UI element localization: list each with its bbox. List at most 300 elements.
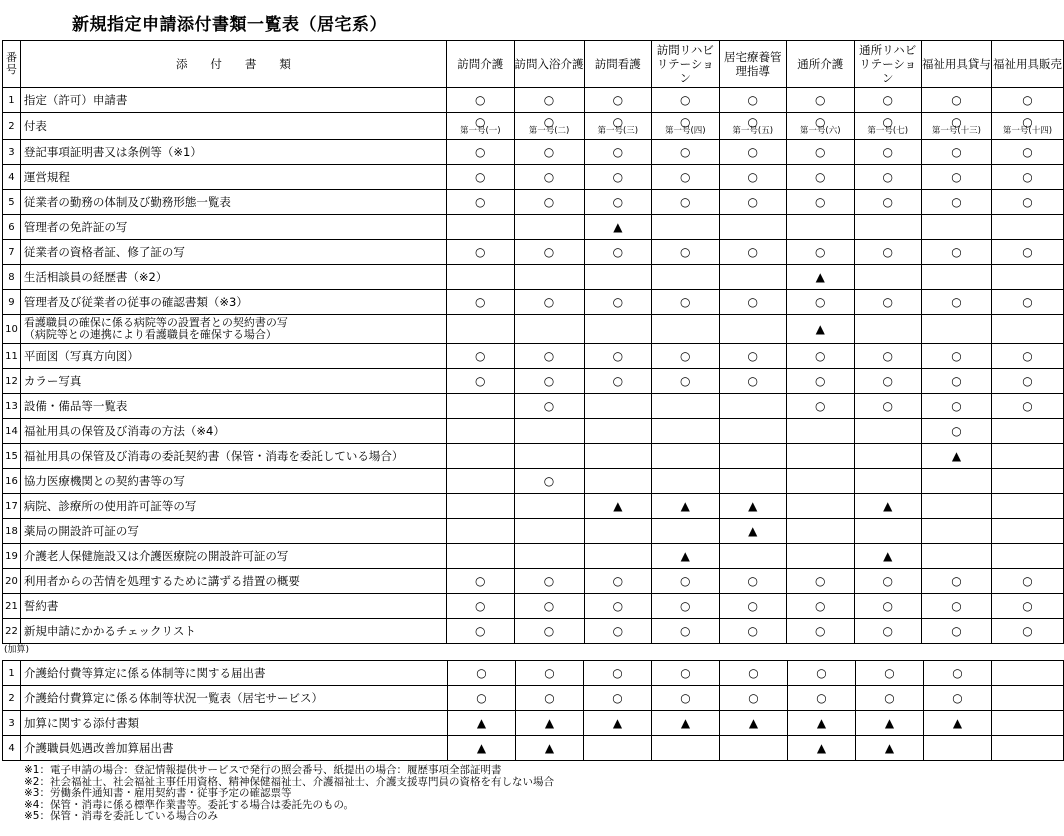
form-number: 第一号(一) [459, 126, 501, 136]
mark-cell: ○ [854, 165, 921, 190]
document-name: 指定（許可）申請書 [20, 88, 446, 113]
mark-cell: ○ [446, 88, 514, 113]
table-row [3, 736, 1064, 761]
mark-cell: ○ [921, 419, 991, 444]
document-name: カラー写真 [20, 369, 446, 394]
mark-cell [991, 419, 1063, 444]
mark-cell: ○ [786, 190, 854, 215]
form-number: 第一号(二) [528, 126, 570, 136]
footnote: ※3：労働条件通知書・雇用契約書・従事予定の確認票等 [24, 787, 292, 799]
row-number: 12 [3, 369, 21, 394]
mark-cell [514, 444, 584, 469]
row-number: 4 [3, 736, 21, 761]
mark-cell: ○ [652, 619, 719, 644]
mark-cell: ○ [652, 190, 719, 215]
mark-cell: ○ [854, 290, 921, 315]
mark-cell: ▲ [584, 711, 652, 736]
row-number: 3 [3, 140, 21, 165]
header-service: 通所リハビリテーション [854, 41, 921, 88]
mark-cell: ○ [448, 686, 516, 711]
mark-cell: ○ [446, 619, 514, 644]
document-name: 福祉用具の保管及び消毒の方法（※4） [20, 419, 446, 444]
mark-cell: ▲ [516, 736, 584, 761]
row-number: 9 [3, 290, 21, 315]
mark-cell: ○ [514, 290, 584, 315]
mark-cell [719, 265, 786, 290]
mark-cell: ○ [719, 190, 786, 215]
row-number: 3 [3, 711, 21, 736]
mark-cell: ○ [652, 290, 719, 315]
document-name: 介護老人保健施設又は介護医療院の開設許可証の写 [20, 544, 446, 569]
mark-cell [584, 544, 652, 569]
mark-cell [786, 215, 854, 240]
mark-cell: ○ [921, 165, 991, 190]
mark-cell [584, 265, 652, 290]
mark-cell: ○ [921, 569, 991, 594]
mark-cell: ○ [991, 140, 1063, 165]
kasan-table [2, 660, 1064, 761]
mark: ○ [747, 115, 758, 129]
mark-cell [719, 469, 786, 494]
mark-cell: ○ [788, 686, 856, 711]
mark-cell [514, 519, 584, 544]
mark-cell [652, 419, 719, 444]
mark-cell: ▲ [652, 711, 720, 736]
mark-cell [719, 315, 786, 344]
mark-cell: ○ [786, 140, 854, 165]
document-name: 利用者からの苦情を処理するために講ずる措置の概要 [20, 569, 446, 594]
row-number: 22 [3, 619, 21, 644]
mark-cell: ○ [446, 190, 514, 215]
mark-cell [921, 494, 991, 519]
mark-cell [786, 419, 854, 444]
document-name: 福祉用具の保管及び消毒の委託契約書（保管・消毒を委託している場合） [20, 444, 446, 469]
mark-cell: ○ [921, 594, 991, 619]
mark: ○ [1022, 115, 1033, 129]
mark-cell [921, 315, 991, 344]
mark-cell: ○ [652, 661, 720, 686]
row-number: 19 [3, 544, 21, 569]
mark-cell: ○ [584, 290, 652, 315]
mark-cell [991, 113, 1063, 140]
mark-cell [786, 469, 854, 494]
mark-cell: ○ [991, 290, 1063, 315]
mark-cell [652, 469, 719, 494]
mark-cell: ○ [652, 686, 720, 711]
mark-cell [786, 494, 854, 519]
mark-cell: ○ [584, 88, 652, 113]
mark: ○ [680, 115, 691, 129]
mark-cell: ○ [921, 88, 991, 113]
mark-cell: ○ [719, 240, 786, 265]
footnotes [24, 765, 554, 823]
mark-cell [719, 444, 786, 469]
table-row [3, 290, 1064, 315]
header-no: 番号 [3, 41, 21, 88]
mark-cell [446, 469, 514, 494]
mark-cell: ○ [921, 394, 991, 419]
table-row [3, 594, 1064, 619]
mark-cell: ○ [786, 165, 854, 190]
mark-cell: ○ [854, 369, 921, 394]
mark-cell [924, 736, 992, 761]
document-name-line: （病院等との連携により看護職員を確保する場合） [23, 328, 277, 341]
mark-cell: ○ [719, 88, 786, 113]
table-row [3, 419, 1064, 444]
header-doc: 添 付 書 類 [20, 41, 446, 88]
row-number: 1 [3, 88, 21, 113]
row-number: 2 [3, 686, 21, 711]
mark-cell: ○ [446, 569, 514, 594]
row-number: 21 [3, 594, 21, 619]
mark-cell [652, 265, 719, 290]
mark-cell: ○ [921, 344, 991, 369]
mark: ○ [882, 115, 893, 129]
mark-cell: ○ [854, 619, 921, 644]
mark-cell: ○ [652, 569, 719, 594]
mark-cell [514, 113, 584, 140]
table-row [3, 394, 1064, 419]
document-name: 運営規程 [20, 165, 446, 190]
row-number: 15 [3, 444, 21, 469]
mark-cell [992, 686, 1064, 711]
header-service: 訪問入浴介護 [514, 41, 584, 88]
table-row [3, 265, 1064, 290]
mark-cell: ○ [786, 569, 854, 594]
table-row [3, 369, 1064, 394]
mark-cell: ○ [719, 619, 786, 644]
mark-cell: ○ [991, 165, 1063, 190]
row-number: 2 [3, 113, 21, 140]
mark-cell [514, 265, 584, 290]
mark-cell: ▲ [854, 544, 921, 569]
table-row [3, 469, 1064, 494]
footnote: ※2：社会福祉士、社会福祉主事任用資格、精神保健福祉士、介護福祉士、介護支援専門員の資格を有しない場合 [24, 775, 554, 788]
mark-cell: ○ [856, 661, 924, 686]
mark-cell: ▲ [652, 544, 719, 569]
mark-cell: ○ [786, 369, 854, 394]
mark-cell: ▲ [720, 711, 788, 736]
mark-cell: ○ [921, 140, 991, 165]
mark-cell [446, 215, 514, 240]
mark-cell: ○ [584, 190, 652, 215]
documents-table [2, 40, 1064, 644]
mark-cell: ○ [514, 569, 584, 594]
document-name: 協力医療機関との契約書等の写 [20, 469, 446, 494]
mark-cell [991, 265, 1063, 290]
mark-cell: ○ [854, 140, 921, 165]
mark-cell [514, 419, 584, 444]
mark-cell [446, 444, 514, 469]
mark-cell: ▲ [856, 736, 924, 761]
footnote: ※4：保管・消毒に係る標準作業書等。委託する場合は委託先のもの。 [24, 798, 355, 811]
form-number: 第一号(三) [597, 126, 639, 136]
mark-cell: ○ [584, 240, 652, 265]
table-row [3, 619, 1064, 644]
mark-cell: ○ [584, 594, 652, 619]
document-name: 生活相談員の経歴書（※2） [20, 265, 446, 290]
mark-cell: ○ [446, 594, 514, 619]
mark-cell [854, 469, 921, 494]
header-service: 訪問リハビリテーション [652, 41, 719, 88]
document-name: 新規申請にかかるチェックリスト [20, 619, 446, 644]
mark-cell [446, 494, 514, 519]
document-name: 介護給付費等算定に係る体制等に関する届出書 [21, 661, 448, 686]
mark-cell: ○ [446, 240, 514, 265]
table-row [3, 240, 1064, 265]
mark-cell: ○ [446, 165, 514, 190]
mark-cell: ○ [719, 344, 786, 369]
header-service: 訪問介護 [446, 41, 514, 88]
mark-cell: ○ [516, 661, 584, 686]
page-title: 新規指定申請添付書類一覧表（居宅系） [72, 15, 387, 35]
row-number: 18 [3, 519, 21, 544]
header-service: 福祉用具貸与 [921, 41, 991, 88]
form-number: 第一号(七) [867, 126, 909, 136]
document-name: 病院、診療所の使用許可証等の写 [20, 494, 446, 519]
table-header-row [3, 41, 1064, 88]
mark-cell [991, 315, 1063, 344]
table-row [3, 544, 1064, 569]
mark-cell: ○ [786, 88, 854, 113]
mark-cell: ○ [584, 569, 652, 594]
document-name: 付表 [20, 113, 446, 140]
mark-cell [652, 394, 719, 419]
mark-cell: ○ [719, 290, 786, 315]
table-row [3, 315, 1064, 344]
mark-cell: ○ [514, 140, 584, 165]
header-service: 訪問看護 [584, 41, 652, 88]
mark-cell: ○ [921, 619, 991, 644]
footnote: ※1：電子申請の場合：登記情報提供サービスで発行の照会番号、紙提出の場合：履歴事項全部証明書 [24, 764, 502, 776]
header-service: 居宅療養管理指導 [719, 41, 786, 88]
mark-cell: ▲ [924, 711, 992, 736]
mark-cell: ○ [514, 619, 584, 644]
mark-cell: ○ [854, 394, 921, 419]
mark-cell [921, 265, 991, 290]
document-name: 管理者の免許証の写 [20, 215, 446, 240]
mark-cell: ▲ [584, 494, 652, 519]
mark-cell [854, 113, 921, 140]
table-row [3, 711, 1064, 736]
mark-cell: ○ [514, 369, 584, 394]
mark-cell [719, 215, 786, 240]
row-number: 17 [3, 494, 21, 519]
kasan-label: (加算) [4, 645, 30, 655]
table-row [3, 113, 1064, 140]
mark-cell [584, 469, 652, 494]
mark-cell: ○ [514, 344, 584, 369]
row-number: 4 [3, 165, 21, 190]
mark-cell: ○ [584, 344, 652, 369]
document-name: 管理者及び従業者の従事の確認書類（※3） [20, 290, 446, 315]
mark-cell: ○ [448, 661, 516, 686]
mark-cell [446, 265, 514, 290]
mark-cell [446, 519, 514, 544]
mark-cell: ○ [446, 290, 514, 315]
mark-cell: ○ [652, 88, 719, 113]
mark-cell [514, 215, 584, 240]
mark-cell: ○ [719, 165, 786, 190]
mark-cell: ○ [991, 240, 1063, 265]
mark-cell: ○ [584, 165, 652, 190]
mark-cell: ▲ [856, 711, 924, 736]
mark-cell [446, 544, 514, 569]
mark-cell [652, 315, 719, 344]
mark: ○ [612, 115, 624, 129]
mark-cell: ○ [516, 686, 584, 711]
mark-cell: ○ [991, 594, 1063, 619]
mark-cell [652, 444, 719, 469]
mark-cell: ▲ [652, 494, 719, 519]
mark-cell: ○ [991, 344, 1063, 369]
row-number: 8 [3, 265, 21, 290]
document-name: 従業者の資格者証、修了証の写 [20, 240, 446, 265]
table-row [3, 165, 1064, 190]
mark-cell: ○ [921, 240, 991, 265]
mark-cell: ○ [854, 594, 921, 619]
mark-cell [584, 113, 652, 140]
mark-cell: ○ [924, 686, 992, 711]
mark-cell: ○ [446, 369, 514, 394]
mark-cell: ○ [786, 394, 854, 419]
form-number: 第一号(十四) [1002, 126, 1053, 136]
mark-cell: ○ [991, 369, 1063, 394]
document-name: 誓約書 [20, 594, 446, 619]
mark-cell [992, 736, 1064, 761]
mark-cell: ○ [786, 344, 854, 369]
table-row [3, 686, 1064, 711]
form-number: 第一号(五) [732, 126, 774, 136]
mark-cell [446, 419, 514, 444]
mark-cell [719, 113, 786, 140]
mark-cell: ○ [921, 190, 991, 215]
document-name-line: 看護職員の確保に係る病院等の設置者との契約書の写 [23, 316, 288, 329]
mark-cell: ○ [991, 394, 1063, 419]
document-name: 介護職員処遇改善加算届出書 [21, 736, 448, 761]
mark-cell: ○ [786, 290, 854, 315]
document-name: 登記事項証明書又は条例等（※1） [20, 140, 446, 165]
mark-cell [514, 494, 584, 519]
table-row [3, 494, 1064, 519]
row-number: 14 [3, 419, 21, 444]
document-name: 加算に関する添付書類 [21, 711, 448, 736]
mark-cell: ▲ [516, 711, 584, 736]
mark-cell: ▲ [719, 494, 786, 519]
mark-cell: ▲ [788, 711, 856, 736]
mark-cell [921, 519, 991, 544]
mark-cell: ○ [514, 165, 584, 190]
mark-cell: ○ [788, 661, 856, 686]
mark-cell [786, 113, 854, 140]
mark-cell [854, 444, 921, 469]
mark-cell [584, 419, 652, 444]
mark-cell [514, 544, 584, 569]
mark-cell: ▲ [448, 736, 516, 761]
mark-cell: ○ [514, 88, 584, 113]
mark-cell: ○ [584, 369, 652, 394]
mark-cell: ○ [446, 344, 514, 369]
mark-cell [921, 215, 991, 240]
row-number: 16 [3, 469, 21, 494]
mark-cell [514, 315, 584, 344]
mark-cell: ○ [991, 88, 1063, 113]
mark-cell: ○ [719, 369, 786, 394]
mark-cell [991, 444, 1063, 469]
mark-cell [992, 711, 1064, 736]
mark-cell [719, 544, 786, 569]
mark-cell [446, 315, 514, 344]
mark-cell [652, 215, 719, 240]
table-row [3, 444, 1064, 469]
table-row [3, 190, 1064, 215]
mark-cell: ○ [921, 369, 991, 394]
mark-cell [991, 544, 1063, 569]
mark-cell: ▲ [786, 315, 854, 344]
mark: ○ [951, 115, 962, 129]
row-number: 6 [3, 215, 21, 240]
document-name: 設備・備品等一覧表 [20, 394, 446, 419]
mark-cell [854, 519, 921, 544]
mark-cell [584, 736, 652, 761]
mark-cell [854, 419, 921, 444]
mark-cell: ○ [786, 619, 854, 644]
mark-cell: ○ [652, 240, 719, 265]
mark-cell [719, 394, 786, 419]
document-name: 薬局の開設許可証の写 [20, 519, 446, 544]
mark-cell [652, 519, 719, 544]
mark: ○ [543, 115, 555, 129]
table-row [3, 140, 1064, 165]
mark-cell: ○ [584, 140, 652, 165]
mark-cell: ○ [719, 140, 786, 165]
header-service: 通所介護 [786, 41, 854, 88]
mark-cell: ○ [652, 594, 719, 619]
mark-cell: ○ [652, 140, 719, 165]
mark-cell: ○ [854, 240, 921, 265]
mark-cell [992, 661, 1064, 686]
footnote: ※5：保管・消毒を委託している場合のみ [24, 810, 218, 822]
mark-cell [921, 469, 991, 494]
document-name: 従業者の勤務の体制及び勤務形態一覧表 [20, 190, 446, 215]
mark-cell: ▲ [788, 736, 856, 761]
row-number: 1 [3, 661, 21, 686]
form-number: 第一号(十三) [931, 126, 981, 136]
table-row [3, 661, 1064, 686]
table-row [3, 519, 1064, 544]
row-number: 11 [3, 344, 21, 369]
mark-cell: ▲ [584, 215, 652, 240]
mark-cell [584, 519, 652, 544]
mark-cell: ○ [514, 594, 584, 619]
header-service: 福祉用具販売 [991, 41, 1063, 88]
row-number: 5 [3, 190, 21, 215]
mark-cell: ○ [786, 594, 854, 619]
document-name: 介護給付費算定に係る体制等状況一覧表（居宅サービス） [21, 686, 448, 711]
form-number: 第一号(六) [799, 126, 841, 136]
row-number: 10 [3, 315, 21, 344]
mark-cell [584, 394, 652, 419]
mark-cell: ▲ [719, 519, 786, 544]
mark-cell [652, 113, 719, 140]
mark-cell [719, 419, 786, 444]
mark-cell: ○ [719, 569, 786, 594]
form-number: 第一号(四) [664, 126, 706, 136]
mark-cell: ○ [652, 344, 719, 369]
mark-cell: ○ [854, 190, 921, 215]
mark-cell: ○ [584, 661, 652, 686]
mark-cell: ○ [652, 165, 719, 190]
